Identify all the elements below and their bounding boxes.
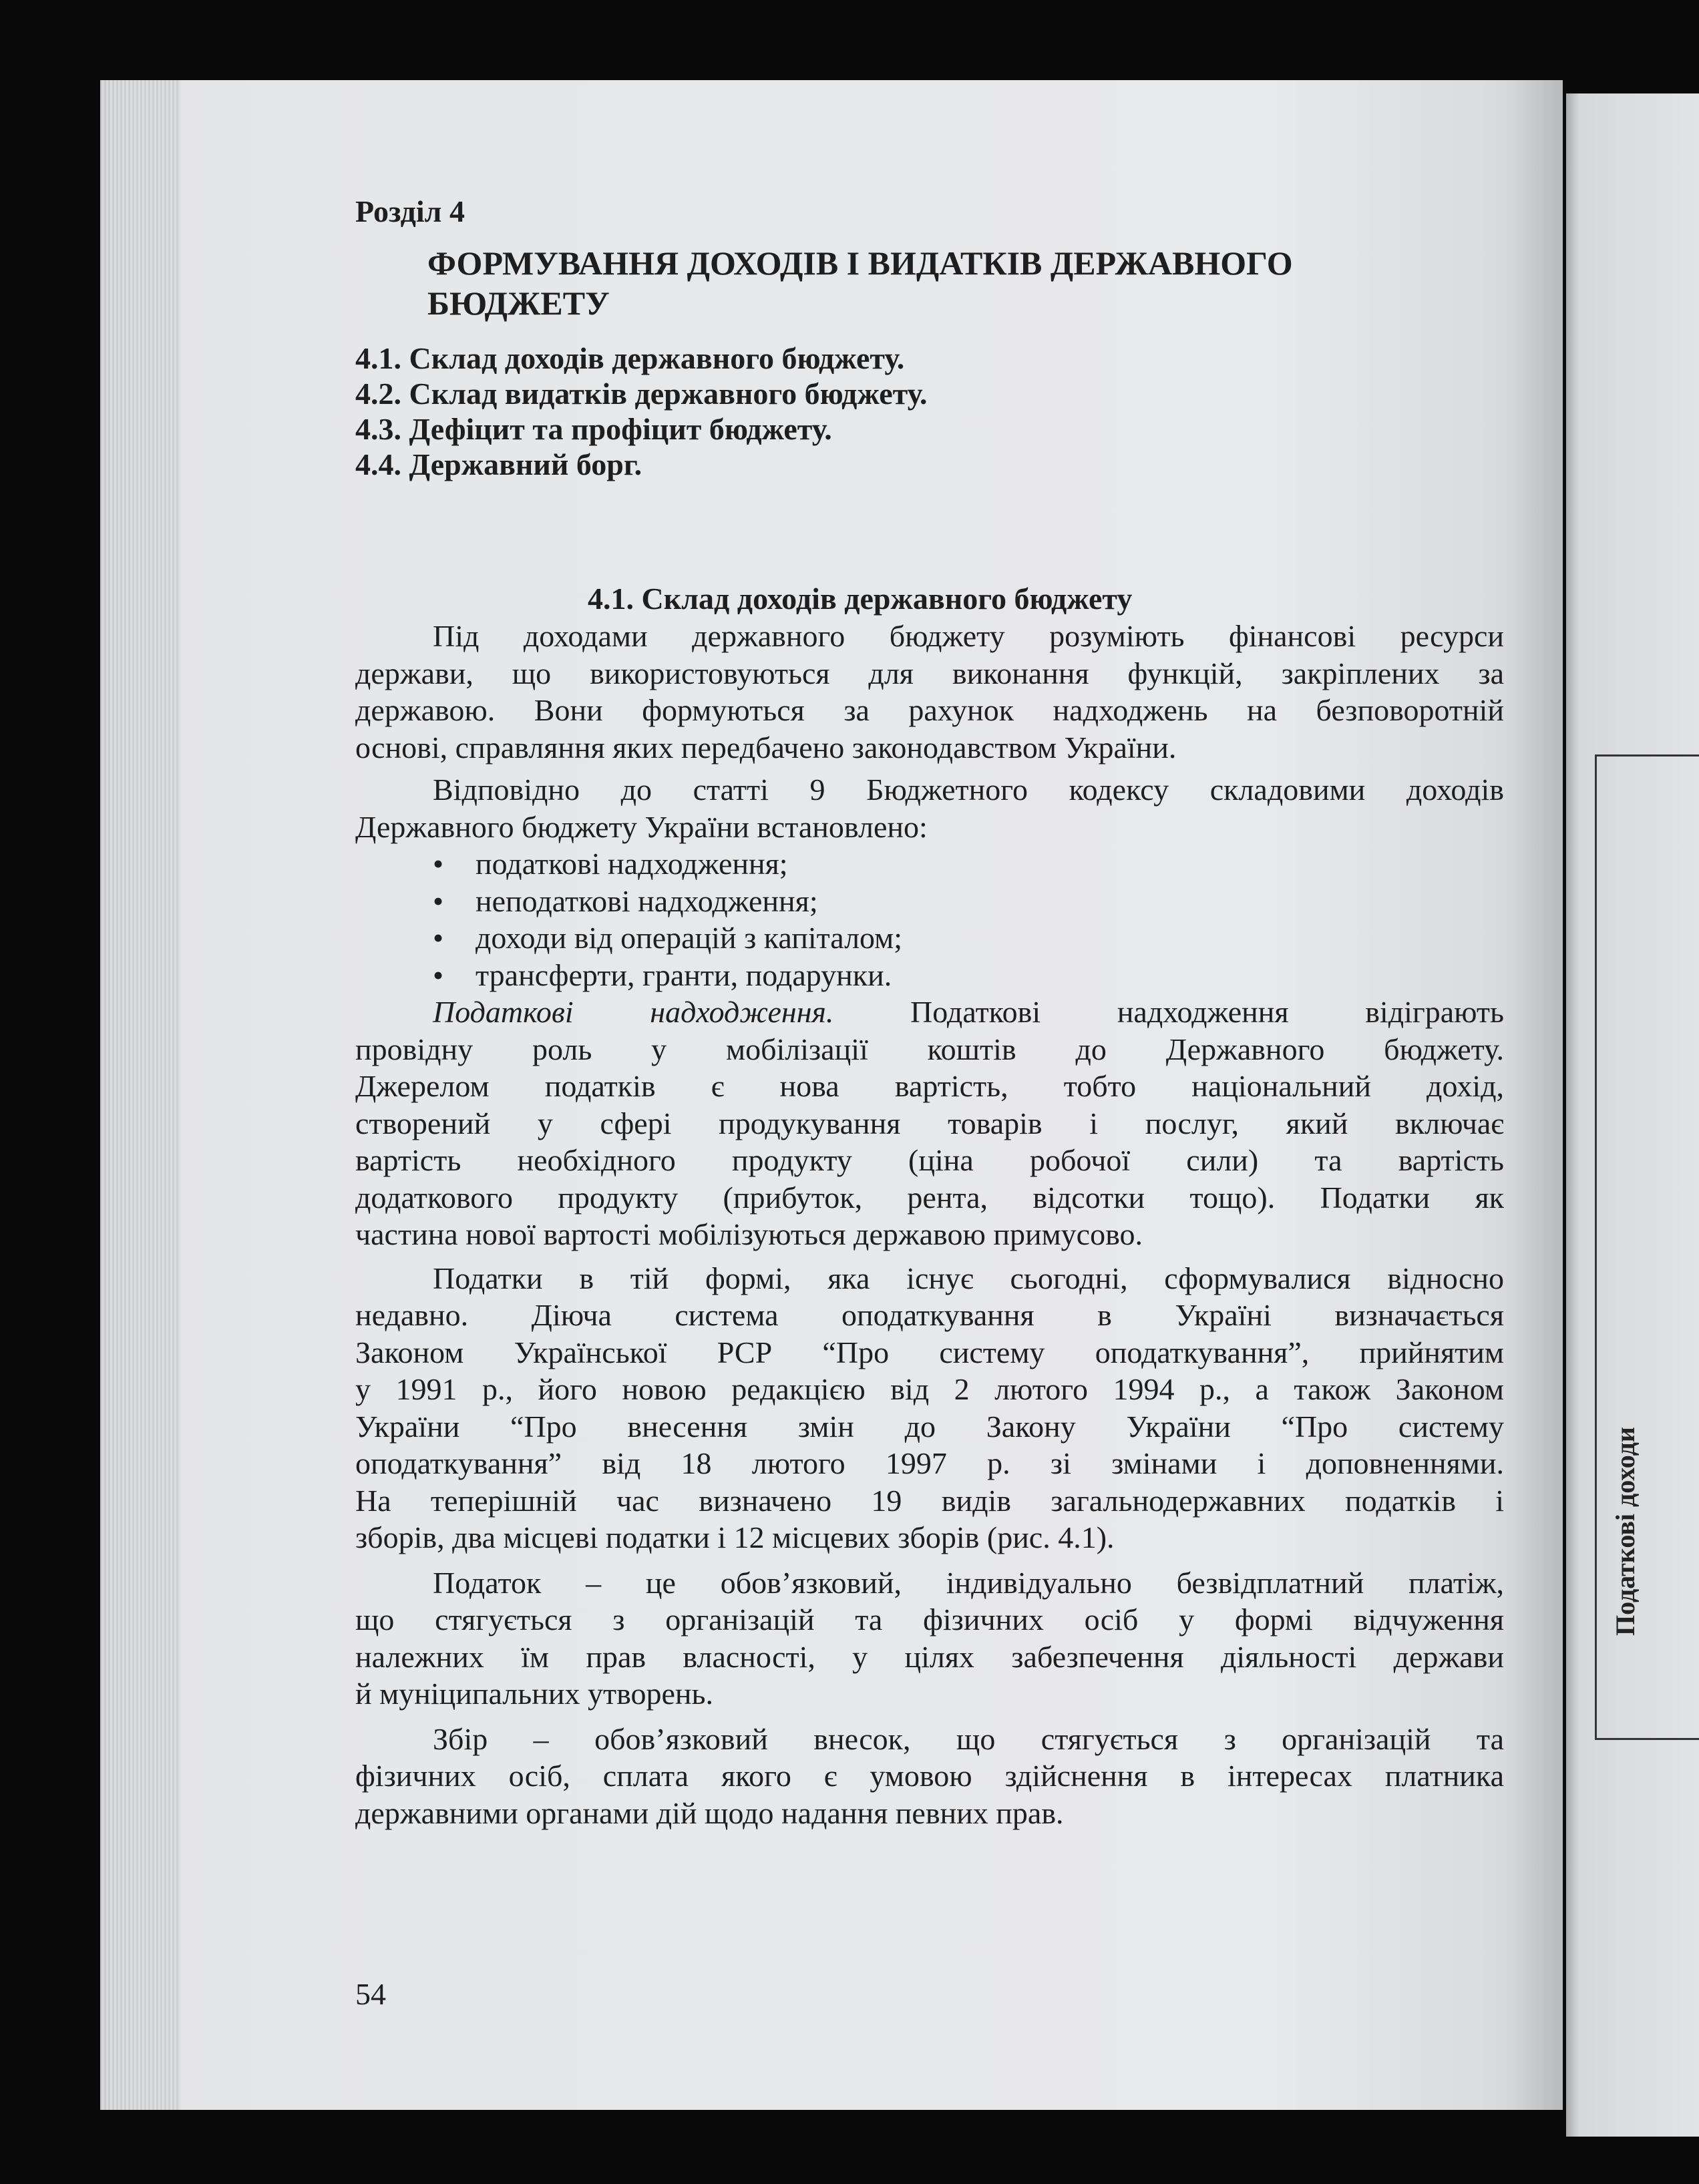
toc-item: 4.2. Склад видатків державного бюджету. xyxy=(355,377,928,411)
paragraph-line: Податок – це обов’язковий, індивідуально безвідплатний платіж, xyxy=(433,1565,1504,1600)
chapter-label: Розділ 4 xyxy=(355,194,465,228)
paragraph-line xyxy=(433,994,1504,1030)
bullet-item: трансферти, гранти, подарунки. xyxy=(476,957,892,992)
paragraph-line: державними органами дій щодо надання певних прав. xyxy=(355,1795,1064,1830)
paragraph-line: Державного бюджету України встановлено: xyxy=(355,809,928,844)
paragraph-line: що стягується з організацій та фізичних осіб у формі відчуження xyxy=(355,1602,1504,1636)
chapter-title-line2: БЮДЖЕТУ xyxy=(427,284,610,322)
paragraph-line: оподаткування” від 18 лютого 1997 р. зі змінами і доповненнями. xyxy=(355,1446,1504,1480)
bullet-item: доходи від операцій з капіталом; xyxy=(476,921,903,955)
paragraph-line: додаткового продукту (прибуток, рента, відсотки тощо). Податки як xyxy=(355,1180,1504,1215)
bullet-icon: • xyxy=(433,847,444,881)
paragraph-line: вартість необхідного продукту (ціна робочої сили) та вартість xyxy=(355,1143,1504,1177)
bullet-icon: • xyxy=(433,883,444,918)
paragraph-line: провідну роль у мобілізації коштів до Державного бюджету. xyxy=(355,1032,1504,1066)
paragraph-line: України “Про внесення змін до Закону України “Про систему xyxy=(355,1409,1504,1444)
bullet-icon: • xyxy=(433,921,444,955)
paragraph-line: Збір – обов’язковий внесок, що стягується з організацій та xyxy=(433,1721,1504,1756)
section-title: 4.1. Склад доходів державного бюджету xyxy=(588,582,1133,616)
paragraph-line: Законом Української РСР “Про систему оподаткування”, прийнятим xyxy=(355,1335,1504,1369)
paragraph-line: зборів, два місцеві податки і 12 місцевих зборів (рис. 4.1). xyxy=(355,1520,1115,1554)
paragraph-line: недавно. Діюча система оподаткування в Україні визначається xyxy=(355,1298,1504,1332)
bullet-item: податкові надходження; xyxy=(476,847,788,881)
toc-item: 4.4. Державний борг. xyxy=(355,447,642,481)
paragraph-line: створений у сфері продукування товарів і послуг, який включає xyxy=(355,1106,1504,1140)
paragraph-line: фізичних осіб, сплата якого є умовою здійснення в інтересах платника xyxy=(355,1759,1504,1793)
paragraph-line: На теперішній час визначено 19 видів загальнодержавних податків і xyxy=(355,1483,1504,1518)
page-number: 54 xyxy=(355,1977,386,2011)
toc-item: 4.3. Дефіцит та профіцит бюджету. xyxy=(355,412,832,446)
paragraph-line: й муніципальних утворень. xyxy=(355,1677,713,1711)
paragraph-line: Під доходами державного бюджету розуміють фінансові ресурси xyxy=(433,619,1504,653)
paragraph-line: держави, що використовуються для виконання функцій, закріплених за xyxy=(355,656,1504,690)
paragraph-line: основі, справляння яких передбачено законодавством України. xyxy=(355,730,1177,765)
paragraph-line: належних їм прав власності, у цілях забезпечення діяльності держави xyxy=(355,1639,1504,1674)
chapter-title-line1: ФОРМУВАННЯ ДОХОДІВ І ВИДАТКІВ ДЕРЖАВНОГО xyxy=(427,244,1293,282)
paragraph-line: Джерелом податків є нова вартість, тобто національний дохід, xyxy=(355,1069,1504,1103)
italic-term: Податкові надходження. xyxy=(433,995,834,1029)
figure-vertical-label: Податкові доходи xyxy=(1610,1427,1640,1636)
paragraph-line: державою. Вони формуються за рахунок надходжень на безповоротній xyxy=(355,693,1504,727)
bullet-item: неподаткові надходження; xyxy=(476,883,818,918)
paragraph-line: у 1991 р., його новою редакцією від 2 лютого 1994 р., а також Законом xyxy=(355,1372,1504,1406)
paragraph-line-text: Податкові надходження відіграють xyxy=(833,995,1505,1029)
page-edges xyxy=(100,80,180,2110)
paragraph-line: частина нової вартості мобілізуються державою примусово. xyxy=(355,1217,1143,1251)
bullet-icon: • xyxy=(433,957,444,992)
paragraph-line: Податки в тій формі, яка існує сьогодні, сформувалися відносно xyxy=(433,1261,1504,1295)
paragraph-line: Відповідно до статті 9 Бюджетного кодексу складовими доходів xyxy=(433,773,1504,807)
toc-item: 4.1. Склад доходів державного бюджету. xyxy=(355,341,905,375)
